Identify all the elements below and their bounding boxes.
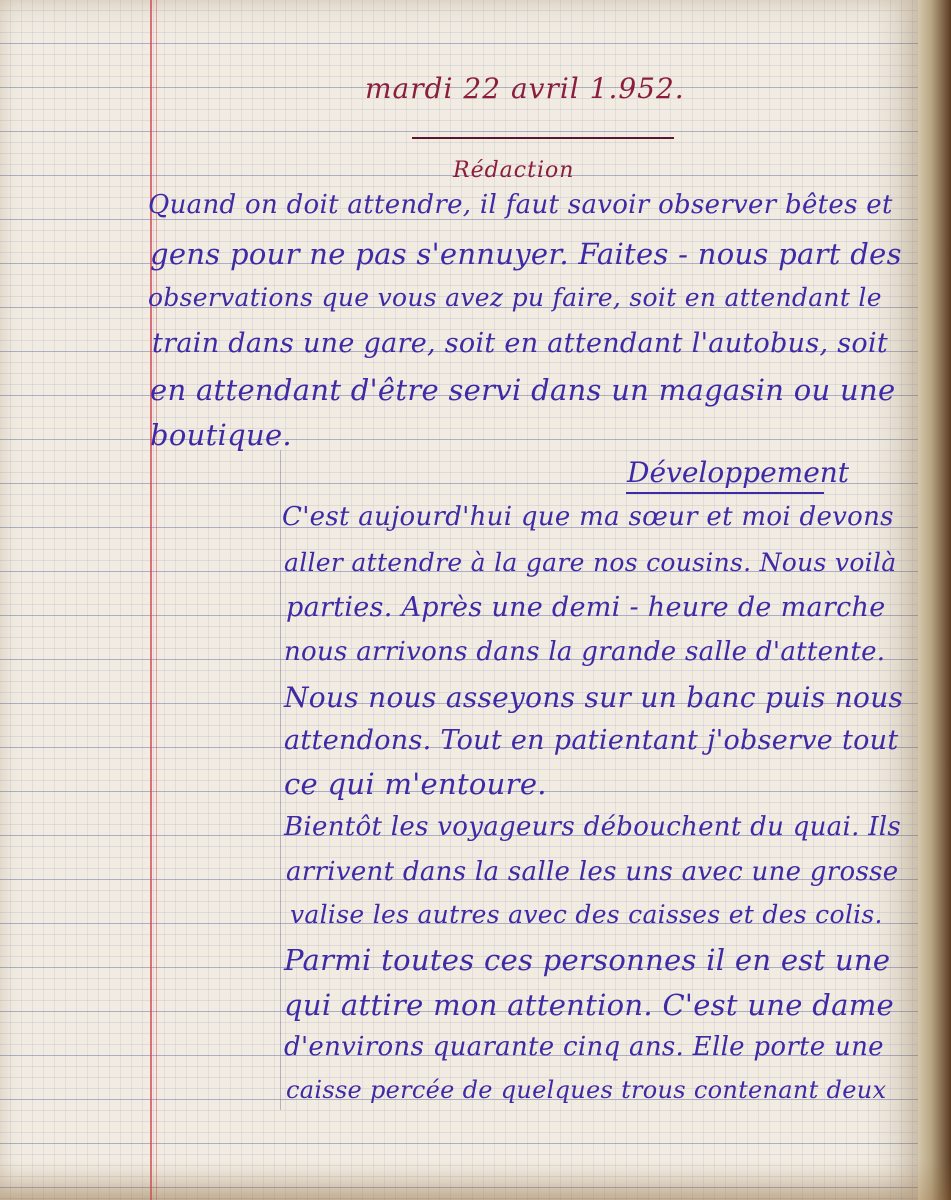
essay-line: Nous nous asseyons sur un banc puis nous xyxy=(284,681,904,714)
page-title: Rédaction xyxy=(453,158,575,183)
subject-line: Quand on doit attendre, il faut savoir observer bêtes et xyxy=(148,190,893,220)
essay-line: Parmi toutes ces personnes il en est une xyxy=(284,943,891,977)
essay-line: aller attendre à la gare nos cousins. Nous voilà xyxy=(284,548,897,577)
essay-line: caisse percée de quelques trous contenant deux xyxy=(286,1076,887,1104)
essay-line: ce qui m'entoure. xyxy=(284,767,547,801)
essay-line: arrivent dans la salle les uns avec une grosse xyxy=(286,857,899,887)
page-edge xyxy=(918,0,951,1200)
subject-line: observations que vous avez pu faire, soit en attendant le xyxy=(148,283,882,312)
essay-line: qui attire mon attention. C'est une dame xyxy=(284,988,894,1022)
section-heading-underline xyxy=(626,492,824,494)
margin-rule-secondary xyxy=(156,0,157,1200)
page-bottom-shadow xyxy=(0,1160,951,1200)
essay-line: attendons. Tout en patientant j'observe tout xyxy=(284,725,899,756)
essay-line: valise les autres avec des caisses et des colis. xyxy=(290,900,883,929)
indent-rule xyxy=(280,450,281,1110)
subject-line: boutique. xyxy=(150,418,292,452)
essay-line: nous arrivons dans la grande salle d'attente. xyxy=(284,637,886,667)
subject-line: en attendant d'être servi dans un magasin ou une xyxy=(150,373,896,407)
subject-line: train dans une gare, soit en attendant l'autobus, soit xyxy=(152,328,889,359)
essay-line: d'environs quarante cinq ans. Elle porte une xyxy=(284,1032,884,1062)
essay-line: parties. Après une demi - heure de marche xyxy=(286,592,886,623)
margin-rule xyxy=(150,0,152,1200)
date-heading: mardi 22 avril 1.952. xyxy=(365,72,685,105)
section-heading: Développement xyxy=(627,456,850,489)
subject-line: gens pour ne pas s'ennuyer. Faites - nous part des xyxy=(150,237,902,271)
essay-line: Bientôt les voyageurs débouchent du quai. Ils xyxy=(284,812,902,842)
date-underline xyxy=(412,137,674,139)
essay-line: C'est aujourd'hui que ma sœur et moi devons xyxy=(282,502,894,532)
